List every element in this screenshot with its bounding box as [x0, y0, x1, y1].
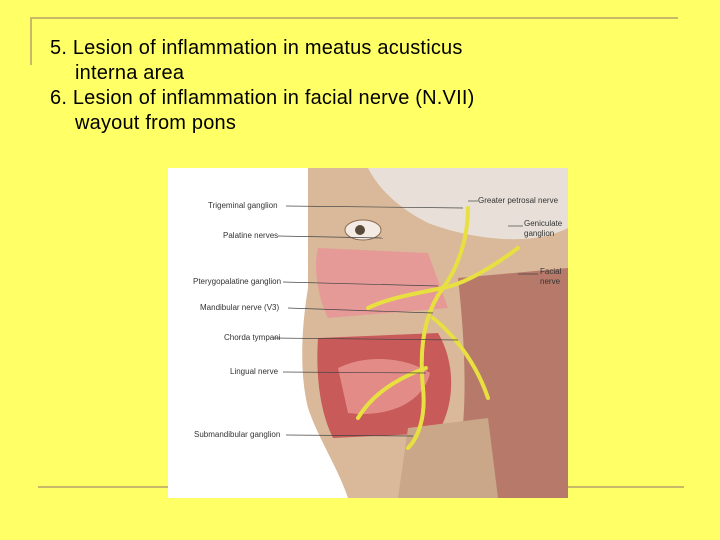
- pupil-shape: [355, 225, 365, 235]
- anatomy-drawing: [168, 168, 568, 498]
- label-geniculate: Geniculate: [524, 219, 563, 228]
- label-lingual-nerve: Lingual nerve: [230, 367, 279, 376]
- frame-left-line: [30, 17, 32, 65]
- bullet-item-6: [50, 86, 670, 136]
- bullet-list: [50, 36, 670, 136]
- bullet-number: 5.: [50, 37, 68, 59]
- bullet-number: 6.: [50, 87, 68, 109]
- label-greater-petrosal-nerve: Greater petrosal nerve: [478, 196, 559, 205]
- label-chorda-tympani: Chorda tympani: [224, 333, 281, 342]
- bullet-text-line2: wayout from pons: [75, 112, 237, 134]
- label-pterygopalatine-ganglion: Pterygopalatine ganglion: [193, 277, 282, 286]
- label-facial-nerve: nerve: [540, 277, 561, 286]
- bullet-text-line1: Lesion of inflammation in meatus acusticus: [72, 37, 463, 59]
- label-submandibular-ganglion: Submandibular ganglion: [194, 430, 281, 439]
- label-facial: Facial: [540, 267, 562, 276]
- bullet-text-line1: Lesion of inflammation in facial nerve (N.VII): [72, 87, 475, 109]
- bullet-item-5: [50, 36, 670, 86]
- label-trigeminal-ganglion: Trigeminal ganglion: [208, 201, 278, 210]
- label-mandibular-nerve: Mandibular nerve (V3): [200, 303, 280, 312]
- label-palatine-nerves: Palatine nerves: [223, 231, 279, 240]
- label-geniculate-ganglion: ganglion: [524, 229, 555, 238]
- frame-top-line: [30, 17, 678, 19]
- anatomy-illustration: [168, 168, 568, 498]
- nasal-cavity: [316, 248, 448, 318]
- bullet-text-line2: interna area: [75, 62, 185, 84]
- jaw-region: [398, 418, 498, 498]
